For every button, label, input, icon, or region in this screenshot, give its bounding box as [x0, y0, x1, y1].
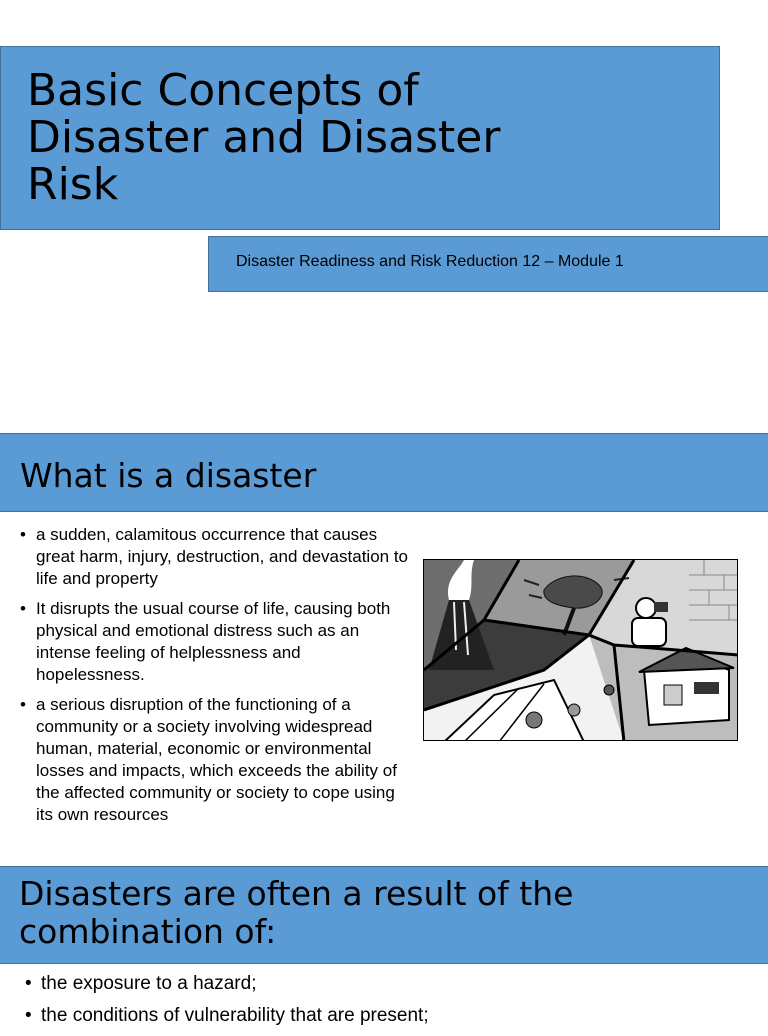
section-header-text: What is a disaster [20, 456, 317, 495]
list-item-text: the exposure to a hazard; [41, 973, 257, 994]
list-item-text: the conditions of vulnerability that are present; [41, 1005, 429, 1026]
bullet-icon: • [20, 525, 26, 544]
bullet-icon: • [25, 973, 32, 994]
list-item-text: a serious disruption of the functioning of a community or a society involving widespread human, material, economic or environmental losses and impacts, which exceeds the ability of the affected community or society to cope using its own resources [36, 695, 397, 824]
subtitle-banner [208, 236, 768, 292]
list-item-text: It disrupts the usual course of life, causing both physical and emotional distress such as an intense feeling of helplessness and hopelessness. [36, 599, 391, 684]
list-item [20, 598, 412, 686]
list-item [20, 524, 412, 590]
list-item [25, 1004, 765, 1028]
title-banner [0, 46, 720, 230]
section-header-what-is-disaster [0, 433, 768, 512]
definition-list [20, 524, 412, 834]
slide-title: Basic Concepts of Disaster and Disaster Risk [27, 65, 501, 210]
combination-list [25, 972, 765, 1036]
bullet-icon: • [25, 1005, 32, 1026]
slide-subtitle: Disaster Readiness and Risk Reduction 12 – Module 1 [236, 253, 624, 270]
section-header-text: Disasters are often a result of the combination of: [19, 874, 574, 951]
section-header-combination [0, 866, 768, 964]
list-item [25, 972, 765, 996]
bullet-icon: • [20, 599, 26, 618]
list-item-text: a sudden, calamitous occurrence that causes great harm, injury, destruction, and devastation to life and property [36, 525, 408, 588]
bullet-icon: • [20, 695, 26, 714]
disaster-collage-illustration [423, 559, 738, 741]
list-item [20, 694, 412, 826]
